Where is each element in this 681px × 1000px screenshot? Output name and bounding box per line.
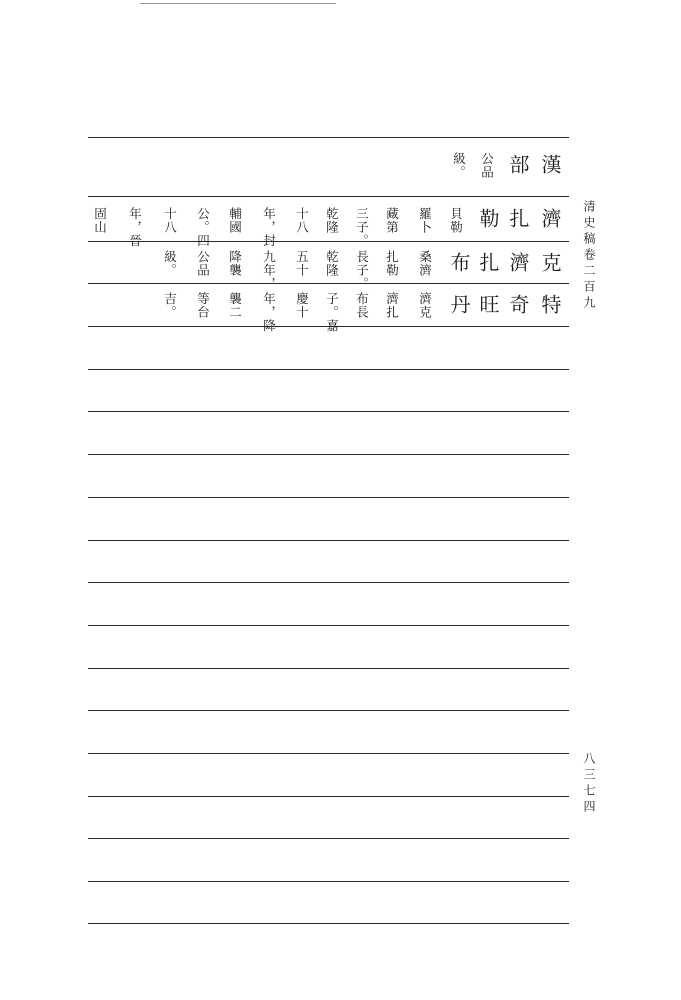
name-cell: 扎 [506, 208, 530, 230]
text-cell: 襲二 [227, 292, 243, 319]
book-title: 清史稿卷二百九 [582, 200, 596, 312]
name-cell: 特 [538, 294, 562, 316]
rule [88, 625, 569, 626]
header-cell: 公品 [479, 152, 495, 179]
rule [88, 411, 569, 412]
text-cell: 子。嘉 [324, 292, 340, 333]
rule [88, 369, 569, 370]
rule-header [88, 196, 569, 197]
rule [88, 710, 569, 711]
text-cell: 長子。 [354, 250, 370, 291]
text-cell: 三子。 [354, 207, 370, 248]
text-cell: 九年， [261, 250, 277, 291]
name-cell: 扎 [476, 252, 500, 274]
text-cell: 十八 [294, 207, 310, 234]
header-cell: 部 [506, 154, 530, 176]
scan-edge-line [140, 3, 336, 4]
rule [88, 753, 569, 754]
name-cell: 濟 [538, 208, 562, 230]
name-cell: 布 [447, 252, 471, 274]
text-cell: 桑濟 [417, 250, 433, 277]
text-cell: 年，封 [261, 207, 277, 248]
page-number: 八三七四 [582, 752, 596, 816]
rule-bottom [88, 923, 569, 924]
text-cell: 年，降 [261, 292, 277, 333]
text-cell: 吉。 [162, 292, 178, 319]
text-cell: 貝勒 [448, 207, 464, 234]
text-cell: 羅卜 [417, 207, 433, 234]
rule [88, 454, 569, 455]
rule [88, 582, 569, 583]
text-cell: 固山 [92, 207, 108, 234]
header-cell: 漢 [538, 154, 562, 176]
rule [88, 497, 569, 498]
rule [88, 881, 569, 882]
rule [88, 540, 569, 541]
name-cell: 丹 [447, 294, 471, 316]
text-cell: 慶十 [294, 292, 310, 319]
rule [88, 668, 569, 669]
text-cell: 藏第 [384, 207, 400, 234]
text-cell: 扎勒 [384, 250, 400, 277]
name-cell: 奇 [506, 294, 530, 316]
text-cell: 乾隆 [324, 207, 340, 234]
text-cell: 乾隆 [324, 250, 340, 277]
text-cell: 輔國 [227, 207, 243, 234]
rule [88, 241, 569, 242]
name-cell: 勒 [476, 208, 500, 230]
text-cell: 濟克 [417, 292, 433, 319]
rule [88, 283, 569, 284]
text-cell: 布長 [354, 292, 370, 319]
text-cell: 十八 [162, 207, 178, 234]
rule-top [88, 137, 569, 138]
text-cell: 年，晉 [127, 207, 143, 248]
text-cell: 等台 [195, 292, 211, 319]
name-cell: 濟 [506, 252, 530, 274]
rule [88, 796, 569, 797]
rule [88, 838, 569, 839]
header-cell: 級。 [451, 152, 467, 179]
text-cell: 公。四 [195, 207, 211, 248]
name-cell: 旺 [476, 294, 500, 316]
text-cell: 降襲 [227, 250, 243, 277]
name-cell: 克 [538, 252, 562, 274]
text-cell: 級。 [162, 250, 178, 277]
text-cell: 濟扎 [384, 292, 400, 319]
text-cell: 公品 [195, 250, 211, 277]
text-cell: 五十 [294, 250, 310, 277]
